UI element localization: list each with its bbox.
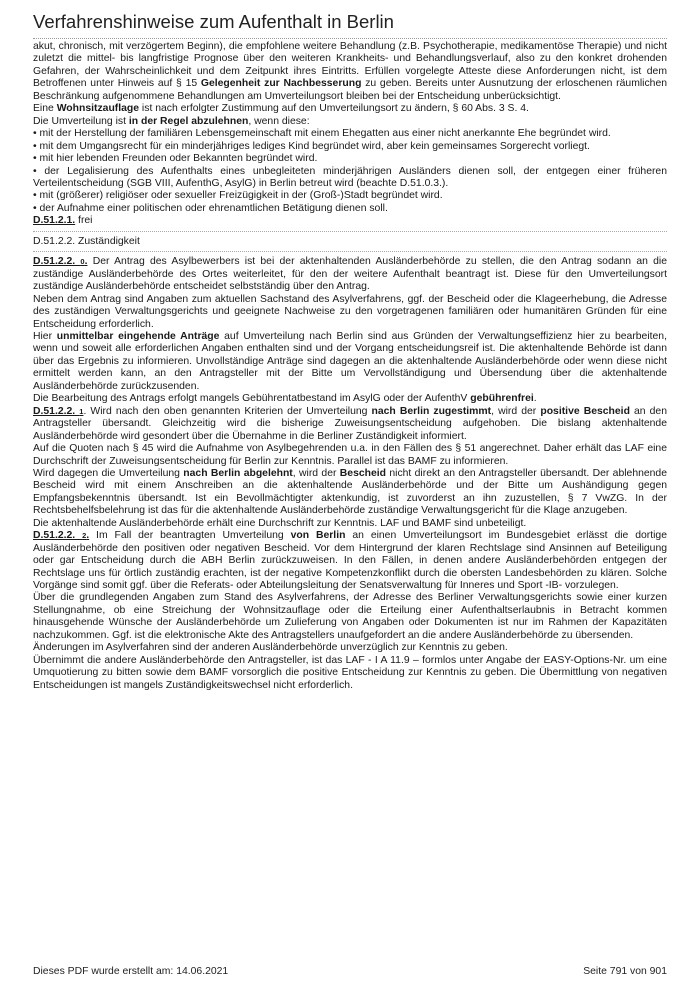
paragraph-attest-requirements — [33, 41, 667, 103]
emphasis: Gelegenheit zur Nachbesserung — [200, 78, 362, 90]
text-run: Eine — [33, 103, 57, 115]
list-item: • der Legalisierung des Aufenthalts eines unbegleiteten minderjährigen Ausländers dienen soll, der entgegen einer früheren Verteilentscheidung (SGB VIII, AufenthG, AsylG) in Berlin betreut wird (beachte D.51.0.3.). — [33, 165, 667, 189]
section-d51220 — [33, 256, 667, 293]
text-run: Hier — [33, 330, 57, 342]
header-divider — [33, 38, 667, 39]
section-label: . — [84, 256, 88, 268]
section-label: D.51.2.2. — [33, 405, 80, 417]
emphasis: nach Berlin abgelehnt — [183, 467, 293, 479]
paragraph-direct-applications — [33, 331, 667, 393]
section-divider — [33, 231, 667, 232]
page-title: Verfahrenshinweise zum Aufenthalt in Berlin — [33, 11, 394, 32]
text-run: , wird der — [292, 467, 340, 479]
emphasis: Bescheid — [339, 467, 386, 479]
text-run: , wird der — [491, 405, 541, 417]
emphasis: unmittelbar eingehende Anträge — [56, 330, 220, 342]
text-run: Die Bearbeitung des Antrags erfolgt mangels Gebührentatbestand im AsylG oder der AufenthV — [33, 393, 471, 405]
section-label: D.51.2.1. — [33, 215, 76, 227]
page-header — [33, 10, 667, 39]
paragraph-required-details: Neben dem Antrag sind Angaben zum aktuellen Sachstand des Asylverfahrens, ggf. der Bescheid oder die Klageerhebung, die Adresse des zuständigen Verwaltungsgerichts und geeignete Nachweise zu den vorgetragenen familiären oder humanitären Gründen für eine Entscheidung erforderlich. — [33, 293, 667, 330]
emphasis: von Berlin — [290, 530, 346, 542]
list-item: • mit dem Umgangsrecht für ein minderjähriges lediges Kind begründet wird, aber kein gemeinsames Sorgerecht vorliegt. — [33, 140, 590, 152]
section-label: . — [86, 530, 90, 542]
paragraph-copy-notice: Die aktenhaltende Ausländerbehörde erhält eine Durchschrift zur Kenntnis. LAF und BAMF sind unbeteiligt. — [33, 517, 527, 529]
paragraph-wohnsitzauflage — [33, 103, 667, 115]
label-subscript: 2 — [82, 531, 87, 541]
list-item: • mit der Herstellung der familiären Lebensgemeinschaft mit einem Ehegatten aus einer nicht anerkannte Ehe begründet wird. — [33, 128, 611, 140]
text-run: Der Antrag des Asylbewerbers ist bei der aktenhaltenden Ausländerbehörde zu stellen, die den Antrag sodann an die zuständige Ausländerbehörde des Ortes weiterleitet, für den der weitere Aufenthalt beantragt ist. Diese für den Umverteilungsort zuständige Ausländerbehörde entscheidet selbstständig über den Antrag. — [33, 256, 667, 293]
list-item: • mit (größerer) religiöser oder sexueller Freizügigkeit in der (Groß-)Stadt begründet wird. — [33, 190, 443, 202]
emphasis: gebührenfrei — [470, 393, 534, 405]
label-subscript: 0 — [80, 257, 85, 267]
paragraph-changes: Änderungen im Asylverfahren sind der anderen Ausländerbehörde unverzüglich zur Kenntnis zu geben. — [33, 642, 508, 654]
emphasis: positive Bescheid — [540, 405, 630, 417]
emphasis: in der Regel abzulehnen — [128, 115, 249, 127]
text-run: , wenn diese: — [248, 115, 310, 127]
paragraph-rejection-berlin — [33, 468, 667, 518]
list-item: • mit hier lebenden Freunden oder Bekannten begründet wird. — [33, 153, 318, 165]
paragraph-basic-info: Über die grundlegenden Angaben zum Stand des Asylverfahrens, der Adresse des Berliner Verwaltungsgerichts sowie einer kurzen Stellungnahme, ob eine Streichung der Wohnsitzauflage oder die Erteilung einer Aufenthaltserlaubnis in Betracht kommen hinausgehende Wünsche der Ausländerbehörde um Zulieferung von Angaben oder Dokumenten ist nur im Rahmen der Kapazitäten nachzukommen. Ggf. ist die elektronische Akte des Antragstellers unaufgefordert an die andere Ausländerbehörde zu übersenden. — [33, 592, 667, 641]
text-run: . — [533, 393, 537, 405]
emphasis: Wohnsitzauflage — [56, 103, 140, 115]
page-number: Seite 791 von 901 — [583, 966, 667, 977]
section-d51221 — [33, 406, 667, 443]
text-run: ist nach erfolgter Zustimmung auf den Umverteilungsort zu ändern, § 60 Abs. 3 S. 4. — [139, 103, 529, 115]
paragraph-quotas: Auf die Quoten nach § 45 wird die Aufnahme von Asylbegehrenden u.a. in den Fällen des § 51 angerechnet. Daher erhält das LAF eine Durchschrift der Zuweisungsentscheidung für Berlin zur Kenntnis. Parallel ist das BAMF zu informieren. — [33, 443, 667, 467]
section-divider — [33, 251, 667, 252]
subsection-heading: D.51.2.2. Zuständigkeit — [33, 235, 140, 247]
section-text: frei — [75, 215, 93, 227]
emphasis: nach Berlin zugestimmt — [371, 405, 492, 417]
creation-date: Dieses PDF wurde erstellt am: 14.06.2021 — [33, 966, 229, 977]
paragraph-fees — [33, 393, 667, 405]
text-run: akut, chronisch, mit verzögertem Beginn), die empfohlene weitere Behandlung (z.B. Psychotherapie, medikamentöse Therapie) und nicht zuletzt die mittel- bis langfristige Prognose über den weiteren Krankheits- und Behandlungsverlauf, also zu den konkret drohenden Gefahren, der Wahrscheinlichkeit und dem Zeitpunkt ihres Eintritts. Erfüllen vorgelegte Atteste diese Anforderungen nicht, ist dem Betroffenen unter Hinweis auf § 15 — [33, 41, 667, 90]
list-item: • der Aufnahme einer politischen oder ehrenamtlichen Betätigung dienen soll. — [33, 202, 388, 214]
rejection-criteria-list — [33, 128, 667, 215]
document-body — [33, 41, 667, 692]
text-run: nicht direkt an den Antragsteller übersandt. Der ablehnende Bescheid wird mit einem Anschreiben an die aktenhaltende Ausländerbehörde und der Bitte um Aushändigung gegen Empfangsbekenntnis übersandt. Ist ein Bevollmächtigter aktenkundig, ist zuvorderst an ihn zuzustellen, § 7 VwZG. In der Rechtsbehelfsbelehrung ist das für die aktenhaltende Ausländerbehörde zuständige Verwaltungsgericht für die Klage anzugeben. — [33, 467, 667, 517]
text-run: Die Umverteilung ist — [33, 115, 129, 127]
text-run: Wird dagegen die Umverteilung — [33, 467, 184, 479]
text-run: Im Fall der beantragten Umverteilung — [89, 530, 291, 542]
label-subscript: 1 — [79, 406, 84, 416]
text-run: . Wird nach den oben genannten Kriterien der Umverteilung — [83, 405, 372, 417]
text-run: zu geben. Bereits unter Ausnutzung der erloschenen räumlichen Beschränkung aufgenommene Behandlungen am Umverteilungsort bleiben bei der Entscheidung unberücksichtigt. — [33, 78, 667, 102]
text-run: auf Umverteilung nach Berlin sind aus Gründen der Verwaltungseffizienz hier zu bearbeiten, wenn und soweit alle erforderlichen Angaben enthalten sind und der Vorgang entscheidungsreif ist. Die aktenhaltende Behörde ist dann über das Ergebnis zu informieren. Unvollständige Anträge sind dagegen an die aktenhaltende Ausländerbehörde oder wenn diese nicht ermittelt werden kann, an den Antragsteller mit der Bitte um Vervollständigung und Übersendung über die aktenhaltende Ausländerbehörde zurückzusenden. — [33, 330, 667, 392]
section-d51222 — [33, 530, 667, 592]
paragraph-rejection-intro — [33, 116, 667, 128]
section-label: D.51.2.2. — [33, 530, 83, 542]
text-run: an den Antragsteller übersandt. Gleichzeitig wird die bisherige Zuweisungsentscheidung aufgehoben. Die bislang aktenhaltende Ausländerbehörde wird gesondert über die Übernahme in die Berliner Zuständigkeit informiert. — [33, 405, 667, 442]
section-d5121 — [33, 215, 667, 227]
text-run: an einen Umverteilungsort im Bundesgebiet erlässt die dortige Ausländerbehörde den positiven oder negativen Bescheid. Vor dem Hintergrund der klaren Rechtslage sind Ansinnen auf Beteiligung oder gar Entscheidung durch die ABH Berlin zurückzuweisen. In den Fällen, in denen andere Ausländerbehörden entgegen der Rechtslage uns für örtlich zuständig erachten, ist der negative Kompetenzkonflikt durch die obersten Landesbehörden zu klären. Solche Vorgänge sind somit ggf. über die Referats- oder Abteilungsleitung der Senatsverwaltung für Inneres und Sport -IB- vorzulegen. — [33, 530, 667, 592]
paragraph-requota: Übernimmt die andere Ausländerbehörde den Antragsteller, ist das LAF - I A 11.9 – formlos unter Angabe der EASY-Options-Nr. um eine Umquotierung zu bitten sowie dem BAMF vorsorglich die positive Entscheidung zur Kenntnis zu geben. Die Übermittlung von negativen Entscheidungen ist mangels Zuständigkeitswechsel nicht erforderlich. — [33, 654, 667, 691]
section-label: D.51.2.2. — [33, 256, 81, 268]
